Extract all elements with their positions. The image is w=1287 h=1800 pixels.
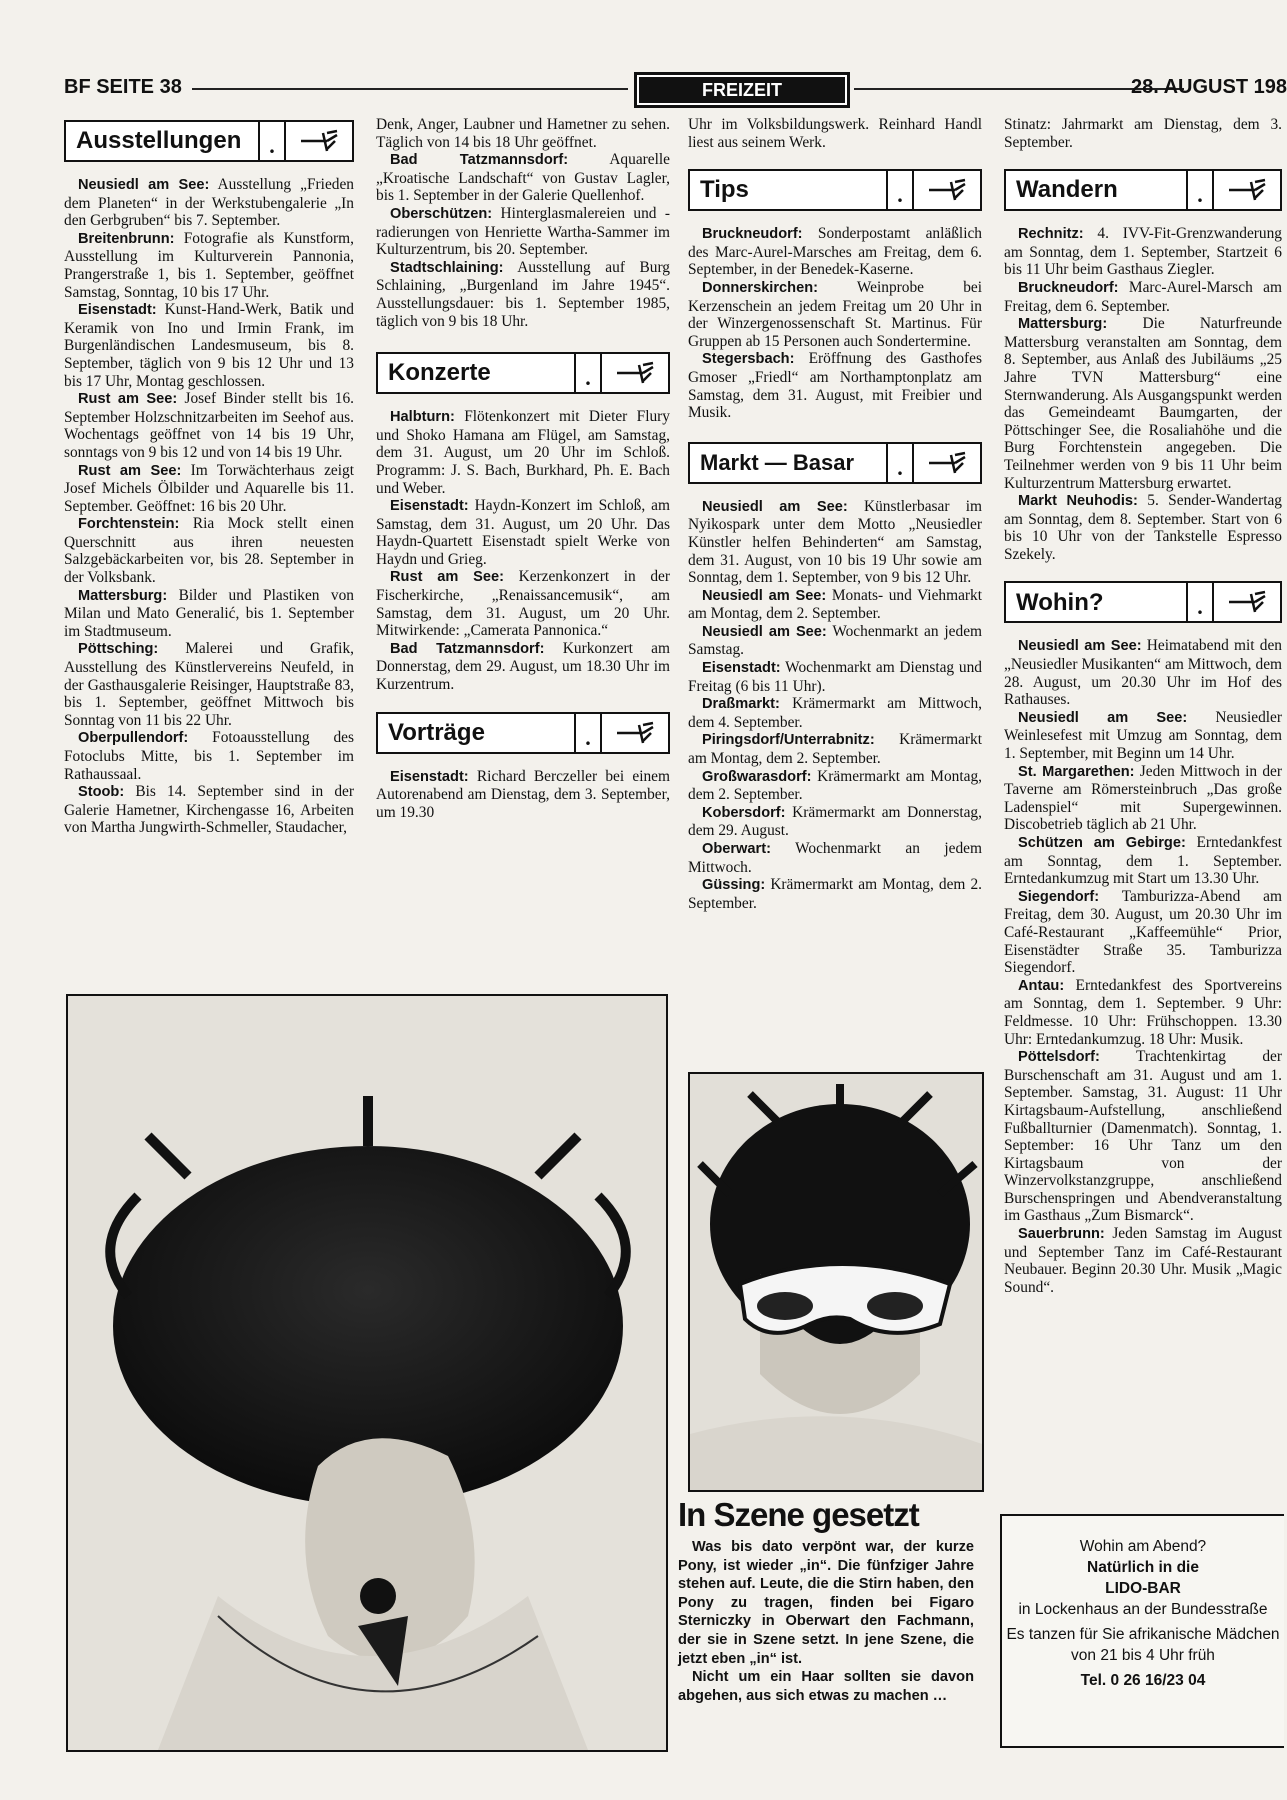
szene-title: In Szene gesetzt (678, 1496, 919, 1533)
listing-text: Krämermarkt am Donnerstag, dem 29. August. (688, 803, 982, 840)
listing-entry (1004, 637, 1282, 708)
listing-text: Stinatz: Jahrmarkt am Dienstag, dem 3. September. (1004, 116, 1282, 151)
listing-entry (64, 230, 354, 301)
listing-place: Donnerskirchen: (702, 279, 818, 296)
page-date: 28. AUGUST 198 (1131, 76, 1287, 98)
listing-text: Wochenmarkt am Dienstag und Freitag (6 bis 11 Uhr). (688, 659, 982, 695)
page-header (64, 70, 1287, 106)
listing-text: Denk, Anger, Laubner und Hametner zu sehen. Täglich von 14 bis 18 Uhr geöffnet. (376, 116, 670, 151)
listing-entry (64, 390, 354, 461)
listing-place: Bruckneudorf: (702, 226, 803, 243)
listing-place: Draßmarkt: (702, 696, 780, 713)
listing-text: Haydn-Konzert im Schloß, am Samstag, dem 31. August, um 20 Uhr. Das Haydn-Quartett Eisenstadt spielt Werke von Haydn und Grieg. (376, 497, 670, 568)
listing-entry (1004, 315, 1282, 492)
listing-place: Bruckneudorf: (1018, 279, 1119, 296)
listing-entry (64, 176, 354, 230)
listing-text: Jeden Samstag im August und September Tanz im Café-Restaurant Neubauer. Beginn 20.30 Uhr. Musik „Magic Sound“. (1004, 1225, 1282, 1296)
listing-place: Pöttsching: (78, 641, 159, 658)
tips-list (688, 225, 982, 422)
listing-place: Eisenstadt: (390, 498, 469, 515)
listing-place: Oberschützen: (390, 205, 493, 222)
listing-entry (376, 497, 670, 568)
listing-place: Neusiedl am See: (1018, 638, 1142, 655)
listing-place: Eisenstadt: (390, 768, 469, 785)
listing-text: Krämermarkt am Montag, dem 2. September. (688, 767, 982, 804)
listing-entry (64, 783, 354, 837)
listing-place: Bad Tatzmannsdorf: (390, 152, 569, 169)
listing-place: Stoob: (78, 784, 125, 801)
ad-lido-bar (1000, 1514, 1284, 1748)
ad-line-5: Es tanzen für Sie afrikanische Mädchen von 21 bis 4 Uhr früh (1006, 1626, 1280, 1664)
listing-place: Schützen am Gebirge: (1018, 835, 1186, 851)
listing-entry (1004, 834, 1282, 888)
section-header-wandern: Wandern . (1004, 169, 1282, 211)
ad-line-2: Natürlich in die (1087, 1559, 1199, 1576)
listing-text: Kurkonzert am Donnerstag, dem 29. August, um 18.30 Uhr im Kurzentrum. (376, 639, 670, 694)
listing-place: Stegersbach: (702, 351, 795, 368)
wohin-list (1004, 637, 1282, 1296)
listing-text: Wochenmarkt an jedem Mittwoch. (688, 840, 982, 876)
listing-text: Hinterglasmalereien und -radierungen von Henriette Wartha-Sammer im Kulturzentrum, bis 20. September. (376, 204, 670, 259)
listing-entry (1004, 1048, 1282, 1225)
listing-text: Ria Mock stellt einen Querschnitt aus ihren neuesten Salzgebäckarbeiten vor, bis 28. September in der Volksbank. (64, 515, 354, 587)
listing-place: Neusiedl am See: (702, 498, 848, 515)
listing-place: Neusiedl am See: (78, 177, 210, 193)
listing-entry (688, 623, 982, 659)
listing-entry (376, 116, 670, 151)
listing-text: Aquarelle „Kroatische Landschaft“ von Gustav Lagler, bis 1. September in der Galerie Quellenhof. (376, 151, 670, 205)
listing-text: 4. IVV-Fit-Grenzwanderung am Sonntag, dem 1. September, Startzeit 6 bis 11 Uhr beim Gasthaus Ziegler. (1004, 225, 1282, 279)
listing-place: Eisenstadt: (702, 660, 781, 677)
listing-text: Malerei und Grafik, Ausstellung des Künstlervereins Neufeld, in der Gasthausgalerie Reisinger, Hauptstraße 83, bis 1. September, geöffnet Mittwoch bis Sonntag von 11 bis 22 Uhr. (64, 640, 354, 729)
listing-text: Kerzenkonzert in der Fischerkirche, „Renaissancemusik“, am Samstag, dem 31. August, um 20 Uhr. Mitwirkende: „Camerata Pannonica.“ (376, 568, 670, 640)
listing-text: Wochenmarkt an jedem Samstag. (688, 622, 982, 659)
listing-entry (64, 515, 354, 586)
listing-place: Antau: (1018, 977, 1065, 994)
listing-entry (688, 279, 982, 350)
pointing-hand-icon (1214, 171, 1280, 209)
listing-place: St. Margarethen: (1018, 763, 1135, 780)
listing-entry (64, 462, 354, 516)
section-header-konzerte: Konzerte . (376, 352, 670, 394)
listing-text: 5. Sender-Wandertag am Sonntag, dem 8. September. Start von 6 bis 10 Uhr von der Tankstelle Espresso Szekely. (1004, 492, 1282, 563)
listing-text: Bilder und Plastiken von Milan und Mato Generalić, bis 1. September im Stadtmuseum. (64, 586, 354, 640)
header-rule-left (192, 88, 628, 90)
listing-text: Neusiedler Weinlesefest mit Umzug am Sonntag, dem 1. September, mit Beginn um 14 Uhr. (1004, 708, 1282, 763)
pointing-hand-icon (602, 714, 668, 752)
listing-text: Kunst-Hand-Werk, Batik und Keramik von Ino und Irmin Frank, im Burgenländischen Landesmuseum, bis 8. September, täglich von 9 bis 12 Uhr und 13 bis 17 Uhr, Montag geschlossen. (64, 301, 354, 390)
listing-text: Ausstellung auf Burg Schlaining, „Burgenland im Jahre 1945“. Ausstellungsdauer: bis 1. September 1985, täglich von 9 bis 18 Uhr. (376, 258, 670, 330)
listing-text: Krämermarkt am Mittwoch, dem 4. September. (688, 695, 982, 731)
listing-place: Oberpullendorf: (78, 730, 189, 747)
listing-place: Oberwart: (702, 841, 771, 857)
listing-text: Fotoausstellung des Fotoclubs Mitte, bis 1. September im Rathaussaal. (64, 729, 354, 783)
listing-text: Trachtenkirtag der Burschenschaft am 31. August und am 1. September. Samstag, 31. August: 11 Uhr Kirtagsbaum-Aufstellung, anschließend Fußballturnier (Damenmatch). Sonntag, 1. September: 16 Uhr Tanz um den Kirtagsbaum von der Winzervolkstanzgruppe, anschließend Burschenspringen und Abendveranstaltung im Gasthaus „Zum Bismarck“. (1004, 1048, 1282, 1225)
vortraege-continued (688, 116, 982, 151)
listing-text: Krämermarkt am Montag, dem 2. September. (688, 876, 982, 912)
wandern-list (1004, 225, 1282, 563)
listing-entry (64, 640, 354, 729)
listing-text: Fotografie als Kunstform, Ausstellung im Kulturverein Pannonia, Prangerstraße 1, bis 1. September, geöffnet Samstag, Sonntag, 10 bis 17 Uhr. (64, 229, 354, 301)
listing-entry (1004, 492, 1282, 563)
listing-text: Marc-Aurel-Marsch am Freitag, dem 6. September. (1004, 278, 1282, 315)
listing-place: Forchtenstein: (78, 516, 180, 533)
listing-entry (688, 587, 982, 623)
listing-text: Künstlerbasar im Nyikospark unter dem Motto „Neusiedler Künstler helfen Behinderten“ am Samstag, dem 31. August, von 10 bis 19 Uhr sowie am Sonntag, dem 1. September, von 9 bis 12 Uhr. (688, 497, 982, 587)
listing-place: Neusiedl am See: (1018, 709, 1188, 726)
section-header-wohin: Wohin? . (1004, 581, 1282, 623)
listing-entry (376, 151, 670, 205)
listing-entry (688, 804, 982, 840)
listing-text: Tamburizza-Abend am Freitag, dem 30. August, um 20.30 Uhr im Café-Restaurant „Kaffeemühle“ Prior, Eisenstädter Straße 35. Tamburizza Siegendorf. (1004, 887, 1282, 977)
szene-body: Was bis dato verpönt war, der kurze Pony, ist wieder „in“. Die fünfziger Jahre stehen auf. Leute, die die Stirn haben, den Pony zu tragen, finden bei Figaro Sterniczky in Oberwart den Fachmann, der sie in Szene setzt. In jene Szene, die jetzt eben „in“ ist. Nicht um ein Haar sollten sie davon abgehen, aus sich etwas zu machen … (678, 1539, 974, 1704)
listing-entry (376, 408, 670, 497)
listing-entry (376, 259, 670, 330)
ausstellungen-continued (376, 116, 670, 330)
section-badge: FREIZEIT (634, 72, 850, 108)
listing-text: Jeden Mittwoch in der Taverne am Römersteinbruch „Das große Ladenspiel“ mit Supergewinnen. Discobetrieb täglich ab 21 Uhr. (1004, 762, 1282, 834)
listing-place: Sauerbrunn: (1018, 1226, 1105, 1243)
listing-place: Güssing: (702, 877, 766, 894)
ad-line-4: in Lockenhaus an der Bundesstraße (1018, 1601, 1268, 1618)
listing-place: Rust am See: (78, 391, 178, 408)
listing-entry (688, 731, 982, 767)
listing-place: Neusiedl am See: (702, 587, 827, 604)
ad-line-1: Wohin am Abend? (1079, 1538, 1207, 1555)
listing-entry (688, 840, 982, 876)
ad-line-3: LIDO-BAR (1105, 1580, 1181, 1597)
column-3 (688, 116, 982, 912)
listing-entry (1004, 888, 1282, 977)
section-header-tips: Tips . (688, 169, 982, 211)
listing-place: Breitenbrunn: (78, 230, 175, 247)
listing-entry (1004, 709, 1282, 763)
section-header-ausstellungen: Ausstellungen . (64, 120, 354, 162)
pointing-hand-icon (914, 171, 980, 209)
listing-text: Im Torwächterhaus zeigt Josef Michels Ölbilder und Aquarelle bis 11. September. Geöffnet: 16 bis 20 Uhr. (64, 461, 354, 515)
listing-place: Mattersburg: (78, 587, 168, 604)
listing-place: Mattersburg: (1018, 316, 1108, 333)
photo-woman-short-hair (66, 994, 668, 1752)
listing-entry (1004, 225, 1282, 279)
pointing-hand-icon (286, 122, 352, 160)
listing-entry (1004, 116, 1282, 151)
listing-entry (1004, 977, 1282, 1048)
listing-text: Ausstellung „Frieden dem Planeten“ in der Werkstubengalerie „In den Gerbgruben“ bis 7. September. (64, 176, 354, 230)
szene-article (666, 1490, 982, 1750)
listing-place: Siegendorf: (1018, 888, 1100, 905)
listing-entry (688, 659, 982, 695)
listing-text: Sonderpostamt anläßlich des Marc-Aurel-Marsches am Freitag, dem 6. September, in der Benedek-Kaserne. (688, 225, 982, 279)
listing-entry (1004, 763, 1282, 834)
listing-text: Josef Binder stellt bis 16. September Holzschnitzarbeiten im Seehof aus. Wochentags geöffnet von 14 bis 19 Uhr, sonntags von 9 bis 12 und von 14 bis 19 Uhr. (64, 390, 354, 461)
listing-place: Pöttelsdorf: (1018, 1049, 1100, 1066)
listing-entry (688, 498, 982, 587)
listing-text: Uhr im Volksbildungswerk. Reinhard Handl liest aus seinem Werk. (688, 116, 982, 151)
listing-entry (688, 116, 982, 151)
listing-place: Neusiedl am See: (702, 623, 827, 640)
listing-entry (64, 587, 354, 641)
listing-entry (376, 640, 670, 694)
listing-entry (688, 876, 982, 912)
markt-list (688, 498, 982, 913)
listing-place: Halbturn: (390, 409, 455, 426)
listing-place: Großwarasdorf: (702, 768, 812, 785)
listing-text: Heimatabend mit den „Neusiedler Musikanten“ am Mittwoch, dem 28. August, um 20.30 Uhr im Hof des Rathauses. (1004, 637, 1282, 709)
listing-entry (688, 768, 982, 804)
listing-entry (64, 729, 354, 783)
section-header-vortraege: Vorträge . (376, 712, 670, 754)
listing-text: Krämermarkt am Montag, dem 2. September. (688, 731, 982, 768)
listing-place: Rust am See: (390, 569, 504, 586)
listing-entry (64, 301, 354, 390)
konzerte-list (376, 408, 670, 694)
listing-entry (376, 768, 670, 822)
listing-text: Flötenkonzert mit Dieter Flury und Shoko Hamana am Flügel, am Samstag, dem 31. August, um 20 Uhr im Schloß. Programm: J. S. Bach, Burkhard, Ph. E. Bach und Weber. (376, 408, 670, 497)
listing-place: Eisenstadt: (78, 302, 157, 319)
listing-place: Piringsdorf/Unterrabnitz: (702, 732, 875, 749)
listing-entry (376, 205, 670, 259)
page-number: BF SEITE 38 (64, 76, 182, 98)
listing-place: Bad Tatzmannsdorf: (390, 640, 545, 657)
section-header-markt-basar: Markt — Basar . (688, 442, 982, 484)
column-1 (64, 114, 354, 837)
pointing-hand-icon (1214, 583, 1280, 621)
listing-entry (688, 695, 982, 731)
listing-text: Richard Berczeller bei einem Autorenabend am Dienstag, dem 3. September, um 19.30 (376, 767, 670, 821)
listing-entry (376, 568, 670, 639)
listing-place: Rechnitz: (1018, 226, 1084, 243)
listing-text: Die Naturfreunde Mattersburg veranstalten am Sonntag, dem 8. September, aus Anlaß des Jubiläums „25 Jahre TVN Mattersburg“ eine Sternwanderung. Als Ausgangspunkt werden das Gemeindeamt Baumgarten, der Pöttschinger See, die Rosaliahöhe und die Burg Forchtenstein angegeben. Die Teilnehmer werden von 9 bis 11 Uhr beim Kulturzentrum Mattersburg erwartet. (1004, 315, 1282, 492)
listing-entry (688, 225, 982, 279)
ad-line-6: Tel. 0 26 16/23 04 (1080, 1672, 1206, 1689)
listing-text: Erntedankfest des Sportvereins am Sonntag, dem 1. September. 9 Uhr: Feldmesse. 10 Uhr: Frühschoppen. 13.30 Uhr: Erntedankumzug. 18 Uhr: Musik. (1004, 976, 1282, 1048)
listing-text: Bis 14. September sind in der Galerie Hametner, Kirchengasse 16, Arbeiten von Martha Jungwirth-Schmeller, Staudacher, (64, 783, 354, 837)
listing-entry (688, 350, 982, 421)
listing-text: Monats- und Viehmarkt am Montag, dem 2. September. (688, 586, 982, 623)
listing-entry (1004, 279, 1282, 315)
ausstellungen-list (64, 176, 354, 837)
vortraege-list (376, 768, 670, 822)
column-2 (376, 116, 670, 821)
listing-place: Stadtschlaining: (390, 259, 504, 276)
listing-place: Rust am See: (78, 462, 182, 479)
column-4 (1004, 116, 1282, 1296)
listing-text: Eröffnung des Gasthofes Gmoser „Friedl“ am Northamptonplatz am Samstag, dem 31. August, mit Freibier und Musik. (688, 350, 982, 422)
photo-woman-sunglasses (688, 1072, 984, 1492)
pointing-hand-icon (602, 354, 668, 392)
listing-text: Erntedankfest am Sonntag, dem 1. September. Erntedankumzug mit Start um 13.30 Uhr. (1004, 834, 1282, 888)
listing-entry (1004, 1225, 1282, 1296)
listing-text: Weinprobe bei Kerzenschein an jedem Freitag um 20 Uhr in der Winzergenossenschaft St. Martinus. Für Gruppen ab 15 Personen auch Sondertermine. (688, 278, 982, 350)
listing-place: Markt Neuhodis: (1018, 493, 1138, 510)
listing-place: Kobersdorf: (702, 804, 786, 821)
pointing-hand-icon (914, 444, 980, 482)
markt-continued (1004, 116, 1282, 151)
